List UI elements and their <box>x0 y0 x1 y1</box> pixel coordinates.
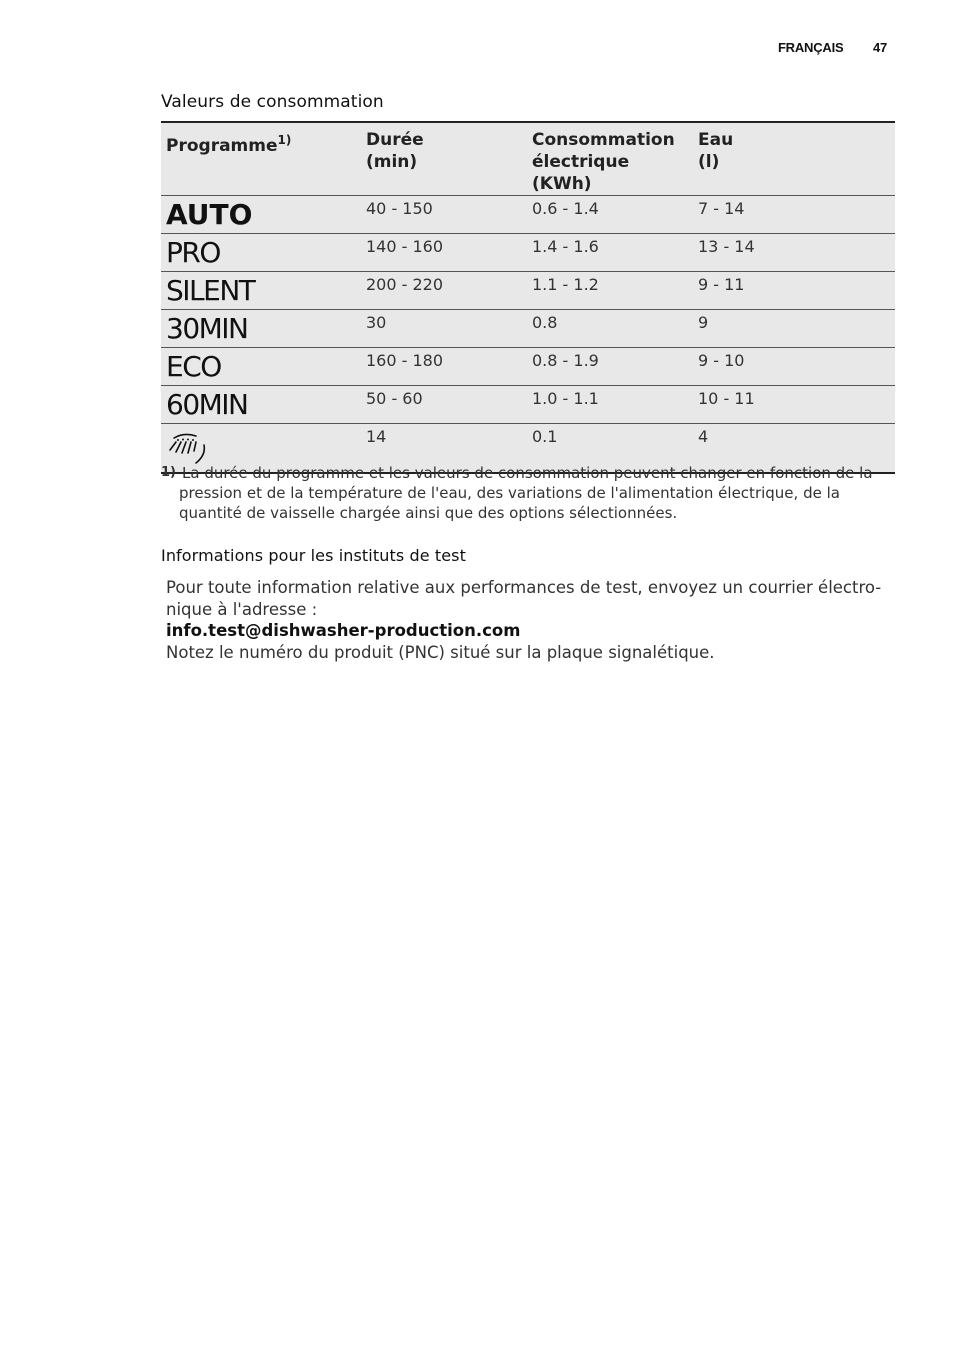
table-row <box>161 272 895 310</box>
section-title-consumption: Valeurs de consommation <box>161 92 384 112</box>
cell-eau: 10 - 11 <box>698 389 755 408</box>
programme-eco: ECO <box>166 350 221 383</box>
consumption-table <box>161 121 895 474</box>
section-title-test-info: Informations pour les instituts de test <box>161 546 466 565</box>
cell-duree: 140 - 160 <box>366 237 444 256</box>
cell-conso: 1.4 - 1.6 <box>532 237 599 256</box>
cell-eau: 7 - 14 <box>698 199 745 218</box>
table-row <box>161 386 895 424</box>
table-row <box>161 310 895 348</box>
test-info-text <box>166 577 886 663</box>
cell-eau: 4 <box>698 427 709 446</box>
cell-conso: 1.0 - 1.1 <box>532 389 599 408</box>
cell-duree: 14 <box>366 427 387 446</box>
header-eau: Eau (l) <box>698 130 734 172</box>
cell-eau: 9 - 10 <box>698 351 745 370</box>
cell-conso: 1.1 - 1.2 <box>532 275 599 294</box>
cell-eau: 9 <box>698 313 709 332</box>
test-info-line: Notez le numéro du produit (PNC) situé sur la plaque signalétique. <box>166 642 715 662</box>
footnote-mark: 1) <box>161 465 176 480</box>
programme-pro: PRO <box>166 236 220 269</box>
table-row <box>161 196 895 234</box>
page-number: 47 <box>872 40 887 55</box>
header-programme: Programme$^{1)}$ <box>166 133 292 156</box>
programme-silent: SILENT <box>166 274 255 307</box>
rinse-hold-icon <box>166 431 214 465</box>
header-footnote-ref: 1) <box>277 133 292 147</box>
test-email-link[interactable]: info.test@dishwasher-production.com <box>166 621 521 640</box>
page-header <box>778 40 887 55</box>
programme-30min: 30MIN <box>166 312 248 345</box>
table-row <box>161 348 895 386</box>
test-info-line: nique à l'adresse : <box>166 599 318 619</box>
programme-60min: 60MIN <box>166 388 248 421</box>
header-consommation: Consommation électrique (KWh) <box>532 130 675 194</box>
cell-duree: 200 - 220 <box>366 275 444 294</box>
table-footnote <box>161 463 886 523</box>
header-duree: Durée (min) <box>366 130 424 172</box>
cell-conso: 0.8 <box>532 313 558 332</box>
cell-eau: 13 - 14 <box>698 237 755 256</box>
cell-eau: 9 - 11 <box>698 275 745 294</box>
cell-duree: 30 <box>366 313 387 332</box>
cell-duree: 160 - 180 <box>366 351 444 370</box>
table-header-row <box>161 122 895 196</box>
programme-auto: AUTO <box>166 198 253 231</box>
cell-conso: 0.8 - 1.9 <box>532 351 599 370</box>
table-row <box>161 234 895 272</box>
cell-conso: 0.6 - 1.4 <box>532 199 599 218</box>
footnote-text: La durée du programme et les valeurs de consommation peuvent changer en fonction de la pression et de la température de l'eau, des variations de l'alimentation électrique, de la quantité de vaisselle chargée ainsi que des options sélectionnées. <box>179 464 873 522</box>
test-info-line: Pour toute information relative aux performances de test, envoyez un courrier électro- <box>166 578 882 597</box>
header-language: FRANÇAIS <box>777 40 844 55</box>
cell-duree: 50 - 60 <box>366 389 423 408</box>
cell-duree: 40 - 150 <box>366 199 433 218</box>
cell-conso: 0.1 <box>532 427 558 446</box>
